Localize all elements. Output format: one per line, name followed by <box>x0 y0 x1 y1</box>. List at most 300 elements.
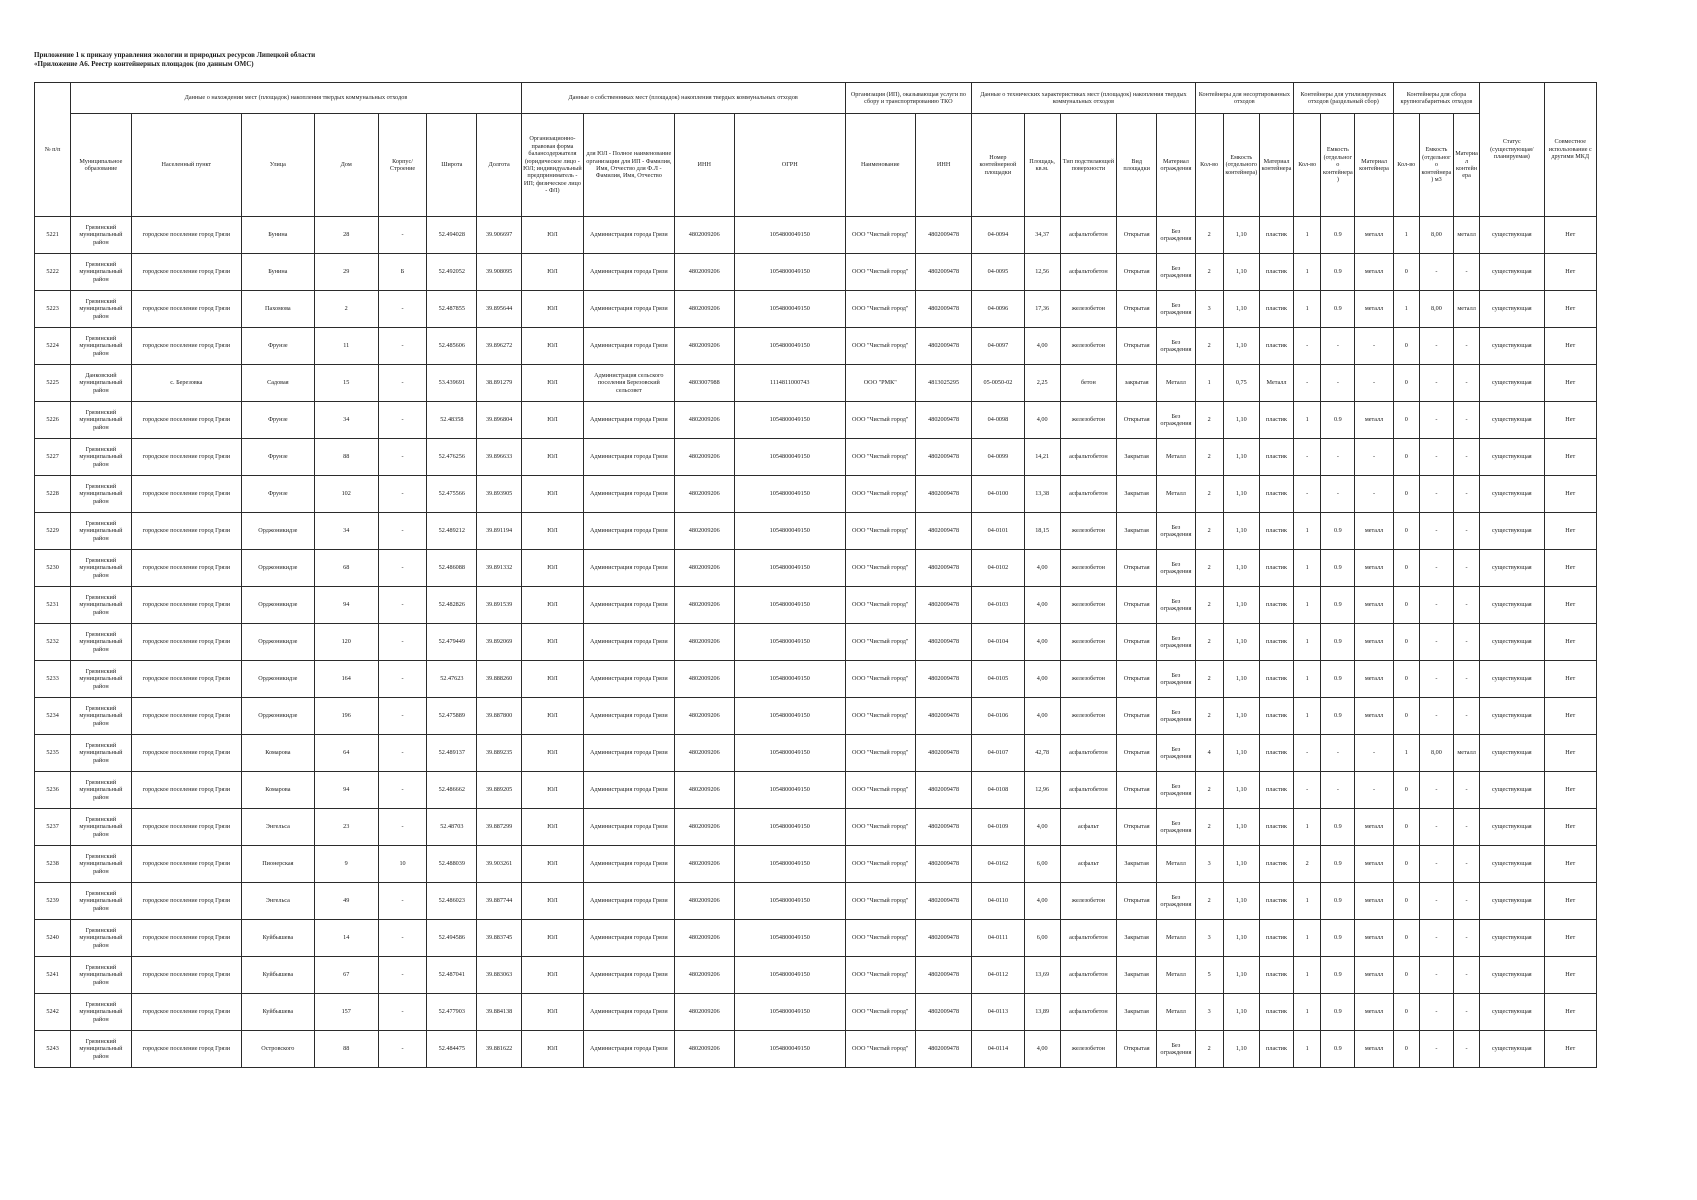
table-cell: Без ограждения <box>1157 698 1195 735</box>
table-cell: 4802009478 <box>915 217 971 254</box>
table-cell: 88 <box>314 439 378 476</box>
table-cell: 2 <box>1294 846 1321 883</box>
table-cell: 0.9 <box>1321 994 1355 1031</box>
table-cell: 52.475889 <box>427 698 477 735</box>
header-shared: Совместное использование с другими МКД <box>1544 83 1596 217</box>
table-cell: ЮЛ <box>521 920 583 957</box>
table-cell: Закрытая <box>1117 957 1157 994</box>
table-cell: ООО "Чистый город" <box>845 1031 915 1068</box>
table-cell: ЮЛ <box>521 661 583 698</box>
table-cell: 34 <box>314 402 378 439</box>
table-cell: Б <box>378 254 426 291</box>
table-row <box>35 365 1597 402</box>
table-cell: бетон <box>1060 365 1116 402</box>
table-cell: 1054800049150 <box>734 994 845 1031</box>
table-cell: 11 <box>314 328 378 365</box>
table-cell: 1,10 <box>1223 994 1259 1031</box>
table-cell: существующая <box>1480 735 1544 772</box>
table-cell: - <box>1419 846 1453 883</box>
table-cell: 0 <box>1393 846 1419 883</box>
table-cell: - <box>1419 328 1453 365</box>
table-cell: городское поселение город Грязи <box>131 291 242 328</box>
table-row <box>35 328 1597 365</box>
table-cell: 1,10 <box>1223 957 1259 994</box>
table-cell: 52.479449 <box>427 624 477 661</box>
table-cell: - <box>1294 439 1321 476</box>
table-cell: - <box>378 402 426 439</box>
table-cell: ООО "Чистый город" <box>845 254 915 291</box>
table-cell: Открытая <box>1117 698 1157 735</box>
table-cell: Без ограждения <box>1157 1031 1195 1068</box>
table-cell: 52.482826 <box>427 587 477 624</box>
table-cell: Грязинский муниципальный район <box>71 550 131 587</box>
table-cell: Нет <box>1544 883 1596 920</box>
table-cell: 9 <box>314 846 378 883</box>
table-cell: 164 <box>314 661 378 698</box>
table-cell: закрытая <box>1117 365 1157 402</box>
table-cell: существующая <box>1480 439 1544 476</box>
table-cell: пластик <box>1259 217 1293 254</box>
table-cell: асфальт <box>1060 846 1116 883</box>
table-cell: 1,10 <box>1223 291 1259 328</box>
table-cell: 2 <box>1195 772 1223 809</box>
table-cell: городское поселение город Грязи <box>131 735 242 772</box>
column-header: Номер контейнерной площадки <box>972 114 1024 217</box>
table-cell: Пахомова <box>242 291 314 328</box>
header-group-unsorted: Контейнеры для несортированных отходов <box>1195 83 1294 114</box>
table-cell: пластик <box>1259 513 1293 550</box>
table-cell: металл <box>1355 698 1393 735</box>
table-cell: Металл <box>1157 846 1195 883</box>
table-cell: ЮЛ <box>521 365 583 402</box>
table-cell: ЮЛ <box>521 328 583 365</box>
table-cell: Данковский муниципальный район <box>71 365 131 402</box>
table-cell: 4802009478 <box>915 920 971 957</box>
table-cell: металл <box>1355 994 1393 1031</box>
table-cell: 4802009206 <box>674 513 734 550</box>
table-cell: 8,00 <box>1419 291 1453 328</box>
table-cell: 39.896633 <box>477 439 521 476</box>
table-row <box>35 291 1597 328</box>
table-cell: Грязинский муниципальный район <box>71 920 131 957</box>
table-cell: Закрытая <box>1117 513 1157 550</box>
table-cell: асфальтобетон <box>1060 254 1116 291</box>
table-cell: 04-0096 <box>972 291 1024 328</box>
table-cell: 0.9 <box>1321 883 1355 920</box>
table-cell: ЮЛ <box>521 772 583 809</box>
table-cell: пластик <box>1259 624 1293 661</box>
table-cell: 5240 <box>35 920 71 957</box>
table-cell: 18,15 <box>1024 513 1060 550</box>
table-cell: - <box>378 883 426 920</box>
table-cell: 120 <box>314 624 378 661</box>
table-cell: 39.887800 <box>477 698 521 735</box>
table-cell: 6,00 <box>1024 846 1060 883</box>
table-cell: 39.887299 <box>477 809 521 846</box>
table-cell: 4,00 <box>1024 587 1060 624</box>
table-cell: Без ограждения <box>1157 772 1195 809</box>
table-cell: Нет <box>1544 328 1596 365</box>
table-cell: 4802009478 <box>915 439 971 476</box>
table-cell: 5242 <box>35 994 71 1031</box>
table-cell: металл <box>1355 920 1393 957</box>
table-cell: Грязинский муниципальный район <box>71 809 131 846</box>
table-cell: Орджоникидзе <box>242 698 314 735</box>
table-cell: асфальтобетон <box>1060 439 1116 476</box>
table-cell: 1,10 <box>1223 513 1259 550</box>
table-cell: городское поселение город Грязи <box>131 624 242 661</box>
table-cell: 4802009478 <box>915 513 971 550</box>
table-cell: 4802009478 <box>915 402 971 439</box>
table-cell: 4,00 <box>1024 402 1060 439</box>
table-cell: Металл <box>1259 365 1293 402</box>
table-cell: 68 <box>314 550 378 587</box>
table-cell: ЮЛ <box>521 587 583 624</box>
table-cell: 0 <box>1393 365 1419 402</box>
table-row <box>35 476 1597 513</box>
table-cell: ООО "Чистый город" <box>845 735 915 772</box>
table-cell: Грязинский муниципальный район <box>71 883 131 920</box>
table-cell: ЮЛ <box>521 957 583 994</box>
table-cell: Администрация города Грязи <box>584 476 675 513</box>
table-cell: 4802009478 <box>915 476 971 513</box>
table-cell: - <box>1454 328 1480 365</box>
table-cell: 04-0097 <box>972 328 1024 365</box>
table-cell: асфальт <box>1060 809 1116 846</box>
table-cell: 2 <box>1195 513 1223 550</box>
table-cell: Администрация города Грязи <box>584 846 675 883</box>
table-row <box>35 661 1597 698</box>
table-cell: 1,10 <box>1223 476 1259 513</box>
table-cell: 1054800049150 <box>734 883 845 920</box>
table-cell: ЮЛ <box>521 476 583 513</box>
table-cell: Грязинский муниципальный район <box>71 957 131 994</box>
table-cell: 4,00 <box>1024 883 1060 920</box>
table-cell: 1054800049150 <box>734 661 845 698</box>
table-cell: 04-0114 <box>972 1031 1024 1068</box>
table-cell: железобетон <box>1060 550 1116 587</box>
table-cell: - <box>1321 772 1355 809</box>
table-cell: Администрация города Грязи <box>584 217 675 254</box>
table-cell: 5226 <box>35 402 71 439</box>
table-cell: городское поселение город Грязи <box>131 772 242 809</box>
table-cell: 04-0103 <box>972 587 1024 624</box>
table-cell: 94 <box>314 587 378 624</box>
table-cell: 1 <box>1294 624 1321 661</box>
table-cell: 42,78 <box>1024 735 1060 772</box>
table-cell: - <box>1454 513 1480 550</box>
table-cell: 0 <box>1393 883 1419 920</box>
table-cell: - <box>1355 735 1393 772</box>
table-cell: ООО "Чистый город" <box>845 328 915 365</box>
table-cell: 14,21 <box>1024 439 1060 476</box>
table-cell: металл <box>1355 809 1393 846</box>
table-cell: городское поселение город Грязи <box>131 217 242 254</box>
table-cell: существующая <box>1480 550 1544 587</box>
table-cell: пластик <box>1259 439 1293 476</box>
table-cell: 5234 <box>35 698 71 735</box>
table-cell: 4802009206 <box>674 957 734 994</box>
table-cell: 5225 <box>35 365 71 402</box>
table-cell: ООО "Чистый город" <box>845 217 915 254</box>
header-status: Статус (существующая/ планируемая) <box>1480 83 1544 217</box>
table-cell: 04-0104 <box>972 624 1024 661</box>
table-cell: 4802009478 <box>915 550 971 587</box>
table-cell: - <box>1355 328 1393 365</box>
table-cell: городское поселение город Грязи <box>131 809 242 846</box>
table-cell: Грязинский муниципальный район <box>71 1031 131 1068</box>
table-cell: Открытая <box>1117 550 1157 587</box>
table-cell: Открытая <box>1117 254 1157 291</box>
table-cell: асфальтобетон <box>1060 772 1116 809</box>
table-cell: 4802009206 <box>674 920 734 957</box>
table-cell: пластик <box>1259 994 1293 1031</box>
table-cell: 4802009206 <box>674 217 734 254</box>
table-cell: 1054800049150 <box>734 550 845 587</box>
table-cell: Администрация города Грязи <box>584 809 675 846</box>
table-cell: 39.883745 <box>477 920 521 957</box>
column-header: Емкость (отдельного контейнера) <box>1321 114 1355 217</box>
table-cell: 5239 <box>35 883 71 920</box>
table-cell: 4802009206 <box>674 291 734 328</box>
table-cell: Нет <box>1544 624 1596 661</box>
table-cell: пластик <box>1259 476 1293 513</box>
table-row <box>35 846 1597 883</box>
table-cell: Нет <box>1544 254 1596 291</box>
table-cell: Администрация города Грязи <box>584 254 675 291</box>
table-cell: существующая <box>1480 328 1544 365</box>
table-cell: - <box>1294 365 1321 402</box>
table-cell: Грязинский муниципальный район <box>71 439 131 476</box>
table-cell: Металл <box>1157 920 1195 957</box>
table-cell: ЮЛ <box>521 994 583 1031</box>
table-cell: Орджоникидзе <box>242 624 314 661</box>
table-cell: Закрытая <box>1117 476 1157 513</box>
table-cell: ООО "Чистый город" <box>845 550 915 587</box>
table-cell: 1 <box>1294 661 1321 698</box>
table-cell: Без ограждения <box>1157 291 1195 328</box>
table-row <box>35 994 1597 1031</box>
table-cell: 1054800049150 <box>734 735 845 772</box>
table-cell: асфальтобетон <box>1060 476 1116 513</box>
table-cell: ООО "Чистый город" <box>845 809 915 846</box>
column-header-row <box>35 114 1597 217</box>
table-cell: существующая <box>1480 254 1544 291</box>
table-cell: 4,00 <box>1024 624 1060 661</box>
table-cell: Открытая <box>1117 217 1157 254</box>
table-cell: 4,00 <box>1024 809 1060 846</box>
table-cell: 05-0050-02 <box>972 365 1024 402</box>
table-cell: Нет <box>1544 809 1596 846</box>
table-cell: 23 <box>314 809 378 846</box>
table-row <box>35 809 1597 846</box>
table-cell: 3 <box>1195 291 1223 328</box>
table-cell: асфальтобетон <box>1060 217 1116 254</box>
table-cell: ЮЛ <box>521 698 583 735</box>
table-cell: металл <box>1355 883 1393 920</box>
table-cell: 1 <box>1294 883 1321 920</box>
table-cell: Нет <box>1544 365 1596 402</box>
table-cell: металл <box>1355 846 1393 883</box>
table-cell: с. Березовка <box>131 365 242 402</box>
table-cell: 4802009478 <box>915 661 971 698</box>
table-cell: 4802009478 <box>915 254 971 291</box>
table-cell: 2 <box>1195 698 1223 735</box>
table-cell: - <box>378 365 426 402</box>
table-cell: 1054800049150 <box>734 587 845 624</box>
table-cell: 1,10 <box>1223 920 1259 957</box>
table-cell: 0.9 <box>1321 846 1355 883</box>
table-cell: Металл <box>1157 957 1195 994</box>
table-cell: 0.9 <box>1321 624 1355 661</box>
table-cell: - <box>378 994 426 1031</box>
table-cell: 0 <box>1393 661 1419 698</box>
table-cell: металл <box>1355 402 1393 439</box>
table-cell: Металл <box>1157 439 1195 476</box>
table-cell: - <box>1454 476 1480 513</box>
table-cell: Нет <box>1544 439 1596 476</box>
table-cell: Энгельса <box>242 809 314 846</box>
table-cell: 5231 <box>35 587 71 624</box>
table-cell: 0 <box>1393 809 1419 846</box>
table-cell: 1 <box>1393 217 1419 254</box>
table-cell: 52.494028 <box>427 217 477 254</box>
table-cell: ООО "Чистый город" <box>845 439 915 476</box>
table-cell: 1054800049150 <box>734 217 845 254</box>
table-cell: 52.486662 <box>427 772 477 809</box>
table-cell: Нет <box>1544 402 1596 439</box>
table-cell: существующая <box>1480 994 1544 1031</box>
table-cell: 1054800049150 <box>734 291 845 328</box>
table-cell: металл <box>1355 217 1393 254</box>
table-header <box>35 83 1597 217</box>
column-header: Тип подстилающей поверхности <box>1060 114 1116 217</box>
table-row <box>35 624 1597 661</box>
table-cell: существующая <box>1480 476 1544 513</box>
table-cell: 2 <box>314 291 378 328</box>
table-cell: Открытая <box>1117 402 1157 439</box>
table-cell: - <box>1419 587 1453 624</box>
table-cell: пластик <box>1259 587 1293 624</box>
table-cell: 1,10 <box>1223 846 1259 883</box>
table-cell: пластик <box>1259 254 1293 291</box>
table-cell: - <box>1321 328 1355 365</box>
table-cell: Орджоникидзе <box>242 661 314 698</box>
table-cell: ЮЛ <box>521 1031 583 1068</box>
table-cell: - <box>1454 957 1480 994</box>
table-cell: металл <box>1355 957 1393 994</box>
table-cell: Открытая <box>1117 772 1157 809</box>
table-cell: - <box>378 698 426 735</box>
table-cell: - <box>378 587 426 624</box>
table-cell: 1054800049150 <box>734 957 845 994</box>
table-cell: Грязинский муниципальный район <box>71 328 131 365</box>
table-cell: асфальтобетон <box>1060 957 1116 994</box>
table-cell: Грязинский муниципальный район <box>71 402 131 439</box>
column-header: Кол-во <box>1294 114 1321 217</box>
table-cell: 34 <box>314 513 378 550</box>
table-cell: существующая <box>1480 587 1544 624</box>
table-cell: 39.889235 <box>477 735 521 772</box>
table-cell: 1054800049150 <box>734 846 845 883</box>
table-cell: существующая <box>1480 513 1544 550</box>
table-cell: городское поселение город Грязи <box>131 439 242 476</box>
table-cell: 04-0113 <box>972 994 1024 1031</box>
table-cell: Фрунзе <box>242 476 314 513</box>
table-cell: 04-0101 <box>972 513 1024 550</box>
table-row <box>35 1031 1597 1068</box>
table-cell: Нет <box>1544 772 1596 809</box>
table-cell: Администрация города Грязи <box>584 735 675 772</box>
table-cell: 1,10 <box>1223 883 1259 920</box>
table-cell: - <box>1454 624 1480 661</box>
column-header: Материал контейнера <box>1259 114 1293 217</box>
table-cell: Открытая <box>1117 809 1157 846</box>
table-cell: 0.9 <box>1321 217 1355 254</box>
table-cell: - <box>378 439 426 476</box>
table-cell: 39.893905 <box>477 476 521 513</box>
table-cell: 52.486088 <box>427 550 477 587</box>
table-cell: - <box>1454 1031 1480 1068</box>
table-cell: 5243 <box>35 1031 71 1068</box>
table-cell: Без ограждения <box>1157 809 1195 846</box>
table-cell: 4802009206 <box>674 624 734 661</box>
table-cell: Садовая <box>242 365 314 402</box>
table-cell: 4802009206 <box>674 550 734 587</box>
table-cell: Грязинский муниципальный район <box>71 846 131 883</box>
column-header: Корпус/Строение <box>378 114 426 217</box>
table-cell: 1 <box>1294 513 1321 550</box>
table-cell: 1054800049150 <box>734 920 845 957</box>
header-group-recycled: Контейнеры для утилизируемых отходов (раздельный сбор) <box>1294 83 1394 114</box>
table-row <box>35 735 1597 772</box>
table-cell: 1 <box>1294 587 1321 624</box>
table-cell: городское поселение город Грязи <box>131 1031 242 1068</box>
table-cell: 67 <box>314 957 378 994</box>
table-cell: 4802009206 <box>674 809 734 846</box>
table-cell: 4802009478 <box>915 698 971 735</box>
table-cell: 04-0098 <box>972 402 1024 439</box>
table-cell: 0 <box>1393 328 1419 365</box>
table-cell: пластик <box>1259 957 1293 994</box>
table-cell: 1,10 <box>1223 587 1259 624</box>
table-cell: городское поселение город Грязи <box>131 994 242 1031</box>
table-cell: пластик <box>1259 846 1293 883</box>
column-header: ИНН <box>915 114 971 217</box>
table-cell: 1054800049150 <box>734 772 845 809</box>
heading-line-2: «Приложение А6. Реестр контейнерных площадок (по данным ОМС) <box>34 60 254 68</box>
table-cell: Администрация города Грязи <box>584 328 675 365</box>
table-cell: 4813025295 <box>915 365 971 402</box>
table-cell: 5235 <box>35 735 71 772</box>
table-cell: 12,96 <box>1024 772 1060 809</box>
table-cell: ООО "Чистый город" <box>845 476 915 513</box>
table-cell: 0.9 <box>1321 402 1355 439</box>
table-cell: - <box>1454 661 1480 698</box>
table-cell: железобетон <box>1060 328 1116 365</box>
table-cell: - <box>1355 365 1393 402</box>
table-cell: - <box>378 772 426 809</box>
table-cell: 8,00 <box>1419 217 1453 254</box>
table-cell: 1054800049150 <box>734 624 845 661</box>
column-header: Площадь, кв.м. <box>1024 114 1060 217</box>
table-cell: 04-0111 <box>972 920 1024 957</box>
table-cell: - <box>1419 254 1453 291</box>
column-header: Емкость (отдельного контейнера) м3 <box>1419 114 1453 217</box>
table-cell: Открытая <box>1117 661 1157 698</box>
table-cell: 2 <box>1195 439 1223 476</box>
table-cell: - <box>1419 698 1453 735</box>
